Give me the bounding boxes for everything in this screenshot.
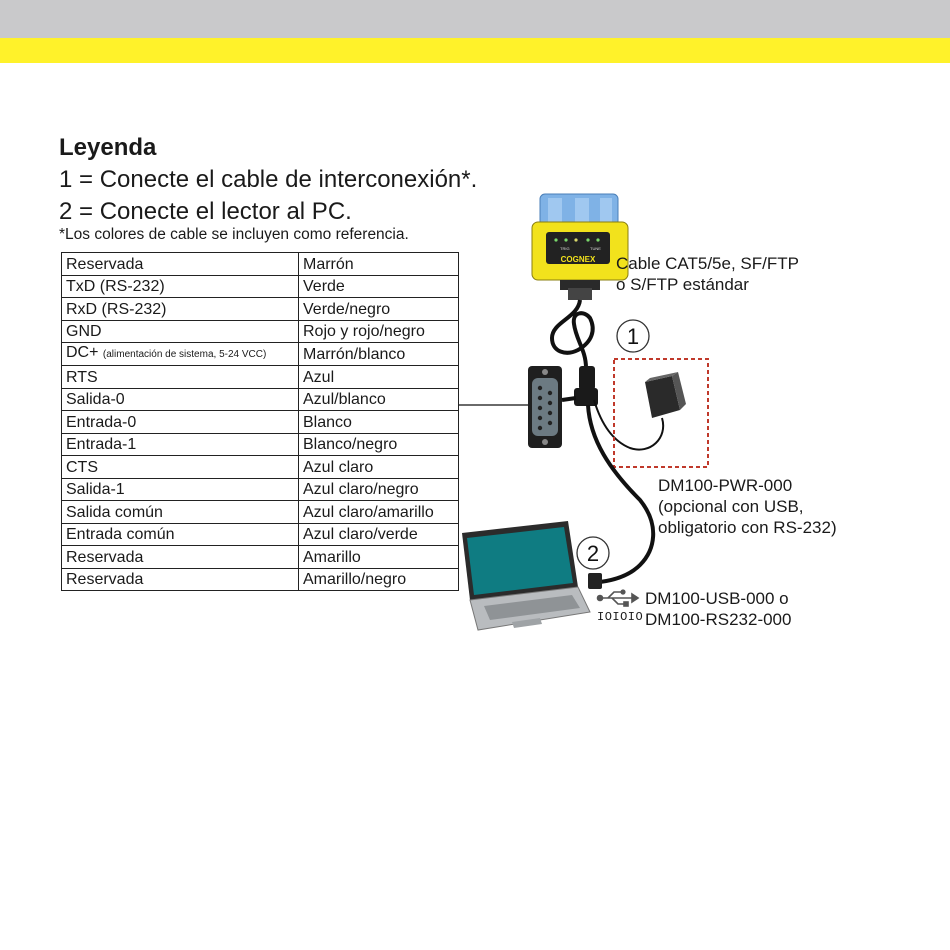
color-cell: Blanco/negro: [299, 433, 459, 456]
signal-cell: Entrada común: [62, 523, 299, 546]
legend-line-1: 1 = Conecte el cable de interconexión*.: [59, 166, 478, 193]
usb-plug: [588, 573, 602, 589]
legend-note: *Los colores de cable se incluyen como referencia.: [59, 226, 409, 243]
power-label: [658, 475, 837, 538]
signal-cell: GND: [62, 320, 299, 343]
db9-connector: [528, 366, 562, 448]
color-cell: Amarillo/negro: [299, 568, 459, 591]
usb-label-line-1: DM100-USB-000 o: [645, 589, 789, 608]
callout-1-label: 1: [626, 324, 640, 349]
reader-brand-logo: COGNEX: [560, 255, 596, 264]
signal-cell: TxD (RS-232): [62, 275, 299, 298]
laptop-screen: [467, 527, 573, 595]
cable-label-line-2: o S/FTP estándar: [616, 275, 749, 294]
led-label-tune: TUNE: [590, 246, 601, 251]
signal-cell: Reservada: [62, 546, 299, 569]
color-cell: Verde/negro: [299, 298, 459, 321]
color-cell: Amarillo: [299, 546, 459, 569]
signal-text: DC+: [66, 344, 99, 361]
color-cell: Azul claro: [299, 456, 459, 479]
signal-cell: Reservada: [62, 568, 299, 591]
color-cell: Azul: [299, 366, 459, 389]
cat5-cable: [552, 300, 593, 368]
color-cell: Azul claro/amarillo: [299, 501, 459, 524]
signal-cell: Salida común: [62, 501, 299, 524]
cable-label-line-1: Cable CAT5/5e, SF/FTP: [616, 254, 799, 273]
signal-cell: Salida-1: [62, 478, 299, 501]
signal-cell: RxD (RS-232): [62, 298, 299, 321]
legend-line-2: 2 = Conecte el lector al PC.: [59, 198, 352, 225]
color-cell: Azul claro/verde: [299, 523, 459, 546]
usb-icon: [598, 590, 639, 606]
color-cell: Verde: [299, 275, 459, 298]
laptop-icon: [462, 521, 590, 630]
callout-2-label: 2: [586, 541, 600, 566]
color-cell: Azul/blanco: [299, 388, 459, 411]
power-label-line-1: DM100-PWR-000: [658, 476, 793, 495]
serial-binary-icon: IOIOIO: [597, 610, 644, 624]
cable-label: [616, 253, 799, 295]
signal-cell: Entrada-1: [62, 433, 299, 456]
usb-label-line-2: DM100-RS232-000: [645, 610, 792, 629]
reader-device: [532, 194, 628, 300]
color-cell: Marrón: [299, 253, 459, 276]
splitter-top: [579, 366, 595, 390]
color-cell: Azul claro/negro: [299, 478, 459, 501]
power-label-line-2: (opcional con USB,: [658, 497, 804, 516]
signal-note: (alimentación de sistema, 5-24 VCC): [102, 349, 267, 360]
usb-label: [645, 588, 791, 630]
color-cell: Blanco: [299, 411, 459, 434]
db9-face: [532, 378, 558, 436]
signal-cell: RTS: [62, 366, 299, 389]
led-label-trig: TRIG: [560, 246, 570, 251]
signal-cell: Salida-0: [62, 388, 299, 411]
power-adapter-icon: [645, 372, 686, 418]
signal-cell: Entrada-0: [62, 411, 299, 434]
color-cell: Rojo y rojo/negro: [299, 320, 459, 343]
signal-cell: CTS: [62, 456, 299, 479]
power-label-line-3: obligatorio con RS-232): [658, 518, 837, 537]
color-cell: Marrón/blanco: [299, 343, 459, 366]
signal-cell: Reservada: [62, 253, 299, 276]
legend-title: Leyenda: [59, 134, 157, 161]
